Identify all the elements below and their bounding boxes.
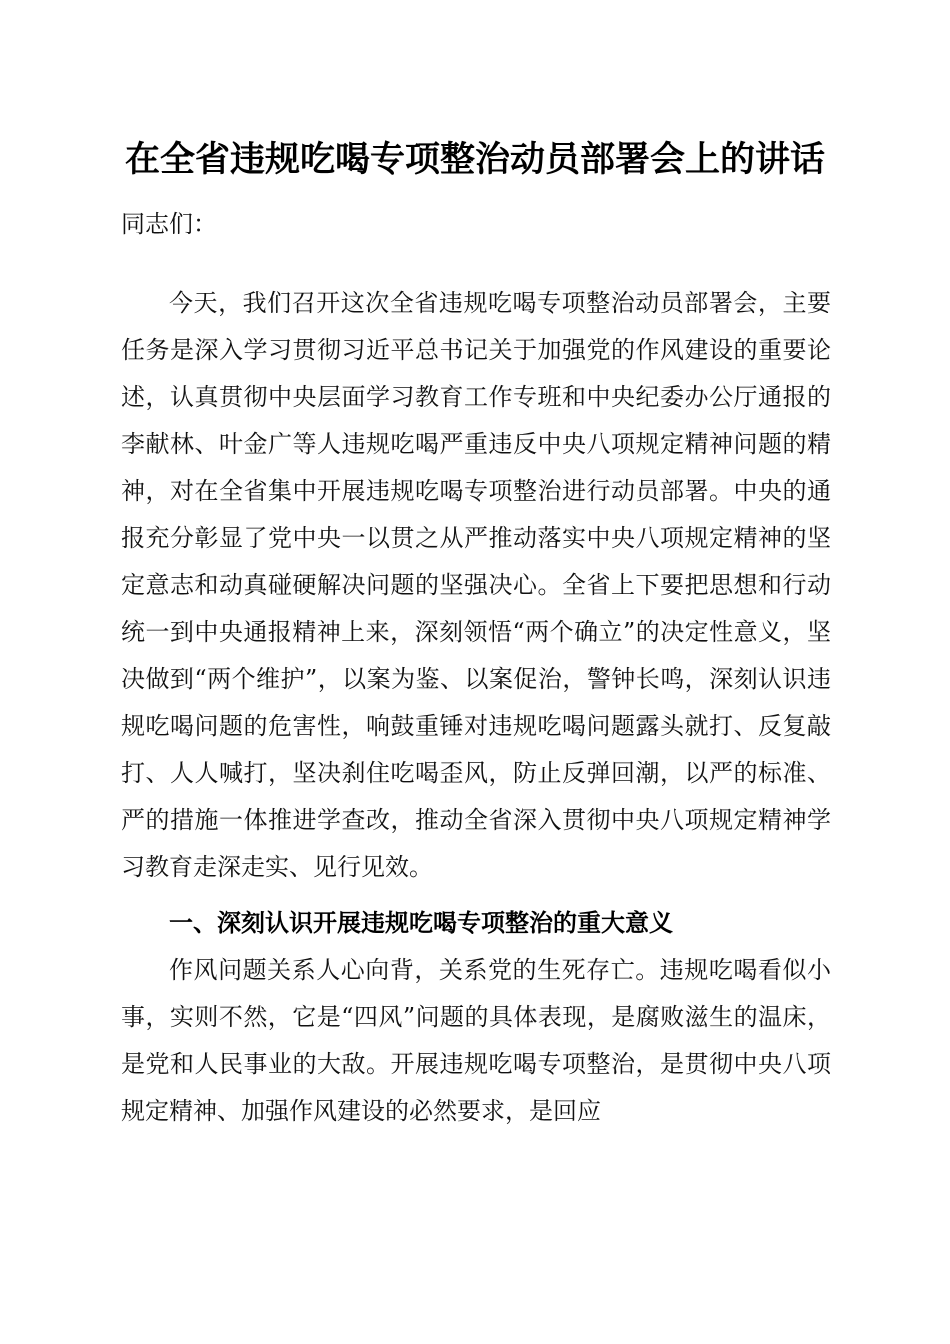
document-title: 在全省违规吃喝专项整治动员部署会上的讲话: [124, 139, 825, 180]
section-heading-1: 一、深刻认识开展违规吃喝专项整治的重大意义: [169, 909, 673, 937]
paragraph-intro: 今天，我们召开这次全省违规吃喝专项整治动员部署会，主要任务是深入学习贯彻习近平总书记关于加强党的作风建设的重要论述，认真贯彻中央层面学习教育工作专班和中央纪委办公厅通报的李献林、叶金广等人违规吃喝严重违反中央八项规定精神问题的精神，对在全省集中开展违规吃喝专项整治进行动员部署。中央的通报充分彰显了党中央一以贯之从严推动落实中央八项规定精神的坚定意志和动真碰硬解决问题的坚强决心。全省上下要把思想和行动统一到中央通报精神上来，深刻领悟“两个确立”的决定性意义，坚决做到“两个维护”，以案为鉴、以案促治，警钟长鸣，深刻认识违规吃喝问题的危害性，响鼓重锤对违规吃喝问题露头就打、反复敲打、人人喊打，坚决刹住吃喝歪风，防止反弹回潮，以严的标准、严的措施一体推进学查改，推动全省深入贯彻中央八项规定精神学习教育走深走实、见行见效。: [121, 289, 831, 881]
salutation: 同志们：: [121, 210, 217, 238]
paragraph-section-1: 作风问题关系人心向背，关系党的生死存亡。违规吃喝看似小事，实则不然，它是“四风”问题的具体表现，是腐败滋生的温床，是党和人民事业的大敌。开展违规吃喝专项整治，是贯彻中央八项规定精神、加强作风建设的必然要求，是回应: [121, 956, 831, 1125]
